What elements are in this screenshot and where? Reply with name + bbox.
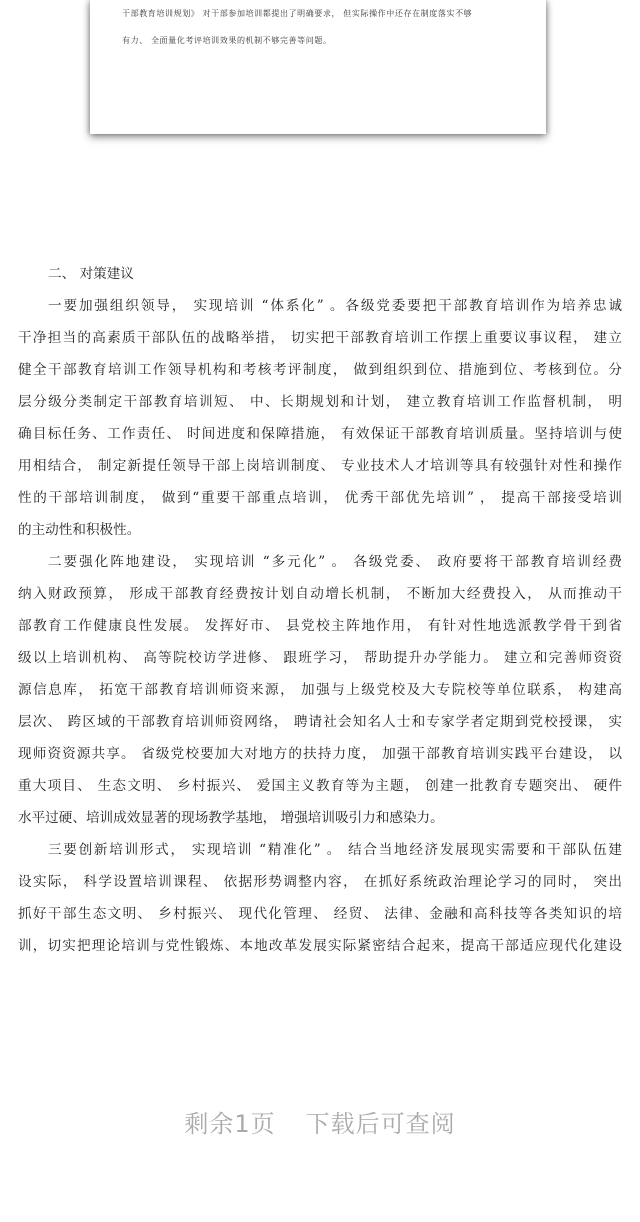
paragraph-line: 水平过硬、培训成效显著的现场教学基地， 增强培训吸引力和感染力。 bbox=[18, 810, 444, 826]
download-hint-text: 下载后可查阅 bbox=[305, 1110, 456, 1138]
paragraph-line: 确目标任务、工作责任、 时间进度和保障措施， 有效保证干部教育培训质量。坚持培训与使 bbox=[18, 426, 622, 442]
paragraph-line: 重大项目、 生态文明、 乡村振兴、 爱国主义教育等为主题， 创建一批教育专题突出、 硬件 bbox=[18, 778, 622, 794]
paragraph-line: 健全干部教育培训工作领导机构和考核考评制度， 做到组织到位、措施到位、考核到位。分 bbox=[18, 362, 622, 378]
paragraph-line: 一要加强组织领导， 实现培训 “体系化” 。各级党委要把干部教育培训作为培养忠诚 bbox=[48, 298, 622, 314]
paragraph-line: 三要创新培训形式， 实现培训 “精准化” 。 结合当地经济发展现实需要和干部队伍建 bbox=[48, 842, 622, 858]
paragraph-line: 二要强化阵地建设， 实现培训 “多元化” 。 各级党委、 政府要将干部教育培训经费 bbox=[48, 554, 622, 570]
paragraph-line: 源信息库， 拓宽干部教育培训师资来源， 加强与上级党校及大专院校等单位联系， 构建高 bbox=[18, 682, 622, 698]
paragraph-line: 级以上培训机构、 高等院校访学进修、 跟班学习， 帮助提升办学能力。 建立和完善师资资 bbox=[18, 650, 622, 666]
paragraph-line: 部教育工作健康良性发展。 发挥好市、 县党校主阵地作用， 有针对性地选派教学骨干到省 bbox=[18, 618, 622, 634]
paragraph-line: 纳入财政预算， 形成干部教育经费按计划自动增长机制， 不断加大经费投入， 从而推动干 bbox=[18, 586, 622, 602]
card-text-line: 干部教育培训规划》 对干部参加培训都提出了明确要求， 但实际操作中还存在制度落实不够 bbox=[122, 9, 473, 18]
paragraph-line: 的主动性和积极性。 bbox=[18, 522, 141, 538]
paragraph-line: 干净担当的高素质干部队伍的战略举措， 切实把干部教育培训工作摆上重要议事议程， 建立 bbox=[18, 330, 622, 346]
paragraph-line: 抓好干部生态文明、 乡村振兴、 现代化管理、 经贸、 法律、金融和高科技等各类知识的培 bbox=[18, 906, 622, 922]
card-text-line: 有力、 全面量化考评培训效果的机制不够完善等问题。 bbox=[122, 36, 332, 45]
paragraph-line: 层次、 跨区域的干部教育培训师资网络， 聘请社会知名人士和专家学者定期到党校授课， 实 bbox=[18, 714, 622, 730]
section-heading: 二、 对策建议 bbox=[48, 266, 134, 282]
paragraph-line: 现师资资源共享。 省级党校要加大对地方的扶持力度， 加强干部教育培训实践平台建设， 以 bbox=[18, 746, 622, 762]
paragraph-line: 层分级分类制定干部教育培训短、 中、长期规划和计划， 建立教育培训工作监督机制， 明 bbox=[18, 394, 622, 410]
preview-page-card bbox=[90, 0, 546, 134]
remaining-pages-text: 剩余1页 bbox=[184, 1110, 276, 1138]
paragraph-line: 训，切实把理论培训与党性锻炼、本地改革发展实际紧密结合起来，提高干部适应现代化建设 bbox=[18, 938, 622, 954]
paragraph-line: 性的干部培训制度， 做到“重要干部重点培训， 优秀干部优先培训” ， 提高干部接受培训 bbox=[18, 490, 622, 506]
document-body bbox=[18, 258, 622, 962]
download-to-read-prompt[interactable] bbox=[0, 1104, 640, 1139]
paragraph-line: 用相结合， 制定新提任领导干部上岗培训制度、 专业技术人才培训等具有较强针对性和操作 bbox=[18, 458, 622, 474]
paragraph-line: 设实际， 科学设置培训课程、 依据形势调整内容， 在抓好系统政治理论学习的同时， 突出 bbox=[18, 874, 622, 890]
